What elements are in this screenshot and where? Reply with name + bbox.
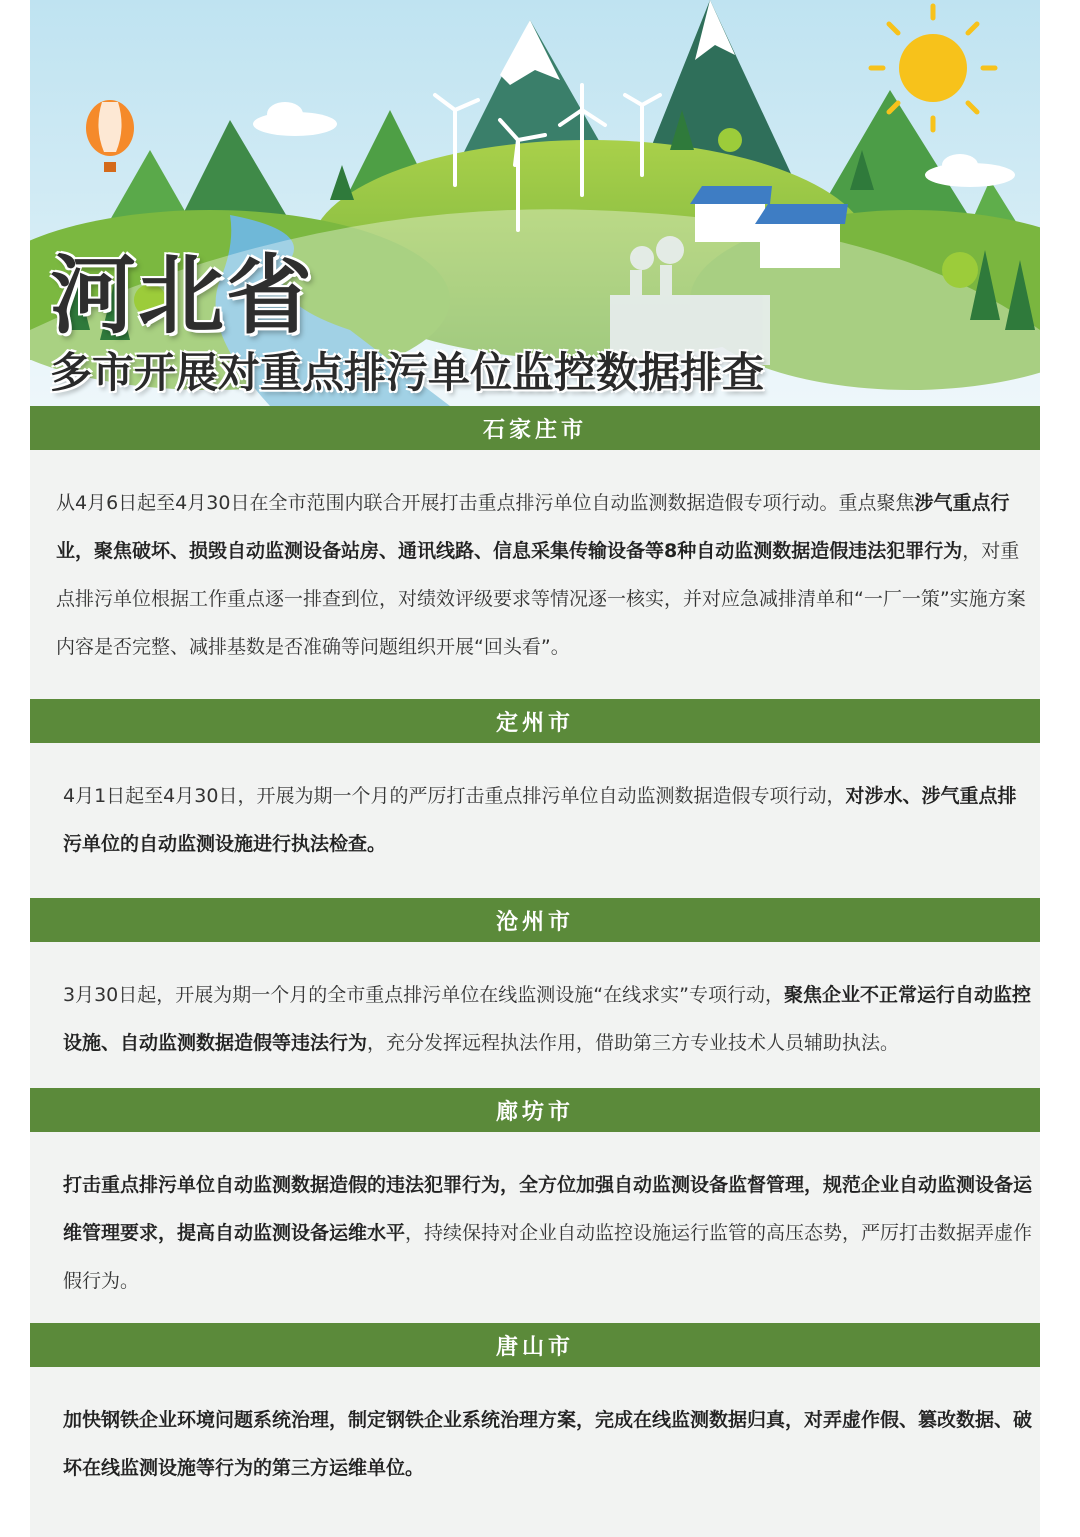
section-text: [56, 479, 1036, 671]
section-text: [63, 971, 1035, 1067]
section-header-tangshan: 唐山市: [30, 1323, 1040, 1367]
section-header-cangzhou: 沧州市: [30, 898, 1040, 942]
page-title: 河北省: [50, 246, 314, 346]
section-body-cangzhou: [30, 942, 1040, 1088]
text-segment: 4月1日起至4月30日，开展为期一个月的严厉打击重点排污单位自动监测数据造假专项行动，: [63, 785, 846, 807]
page: [30, 0, 1040, 1537]
section-header-dingzhou: 定州市: [30, 699, 1040, 743]
text-segment: 3月30日起，开展为期一个月的全市重点排污单位在线监测设施“在线求实”专项行动，: [63, 984, 784, 1006]
text-segment: ，充分发挥远程执法作用，借助第三方专业技术人员辅助执法。: [367, 1032, 900, 1054]
text-segment: ，持续保持对企业自动监控设施运行监管的高压态势，严厉打击数据弄虚作假行为。: [63, 1222, 1033, 1292]
section-text: [63, 772, 1035, 868]
text-segment-bold: 涉气重点行业，聚焦破坏、损毁自动监测设备站房、通讯线路、信息采集传输设备等8种自动监测数据造假违法犯罪行为: [56, 492, 1010, 562]
text-segment-bold: 加快钢铁企业环境问题系统治理，制定钢铁企业系统治理方案，完成在线监测数据归真，对弄虚作假、篡改数据、破坏在线监测设施等行为的第三方运维单位。: [63, 1409, 1033, 1479]
page-subtitle: 多市开展对重点排污单位监控数据排查: [50, 348, 765, 397]
section-header-shijiazhuang: 石家庄市: [30, 406, 1040, 450]
text-segment-bold: 打击重点排污单位自动监测数据造假的违法犯罪行为，全方位加强自动监测设备监督管理，规范企业自动监测设备运维管理要求，提高自动监测设备运维水平: [63, 1174, 1033, 1244]
text-segment: 从4月6日起至4月30日在全市范围内联合开展打击重点排污单位自动监测数据造假专项行动。重点聚焦: [56, 492, 915, 514]
section-body-shijiazhuang: [30, 450, 1040, 698]
text-segment-bold: 对涉水、涉气重点排污单位的自动监测设施进行执法检查。: [63, 785, 1017, 855]
section-header-langfang: 廊坊市: [30, 1088, 1040, 1132]
section-body-langfang: [30, 1132, 1040, 1322]
section-body-dingzhou: [30, 743, 1040, 898]
text-segment: ，对重点排污单位根据工作重点逐一排查到位，对绩效评级要求等情况逐一核实，并对应急减排清单和“一厂一策”实施方案内容是否完整、减排基数是否准确等问题组织开展“回头看”。: [56, 540, 1026, 658]
section-text: [63, 1396, 1035, 1492]
text-segment-bold: 聚焦企业不正常运行自动监控设施、自动监测数据造假等违法行为: [63, 984, 1031, 1054]
section-body-tangshan: [30, 1367, 1040, 1537]
section-text: [63, 1161, 1035, 1305]
hero-banner: [30, 0, 1040, 406]
